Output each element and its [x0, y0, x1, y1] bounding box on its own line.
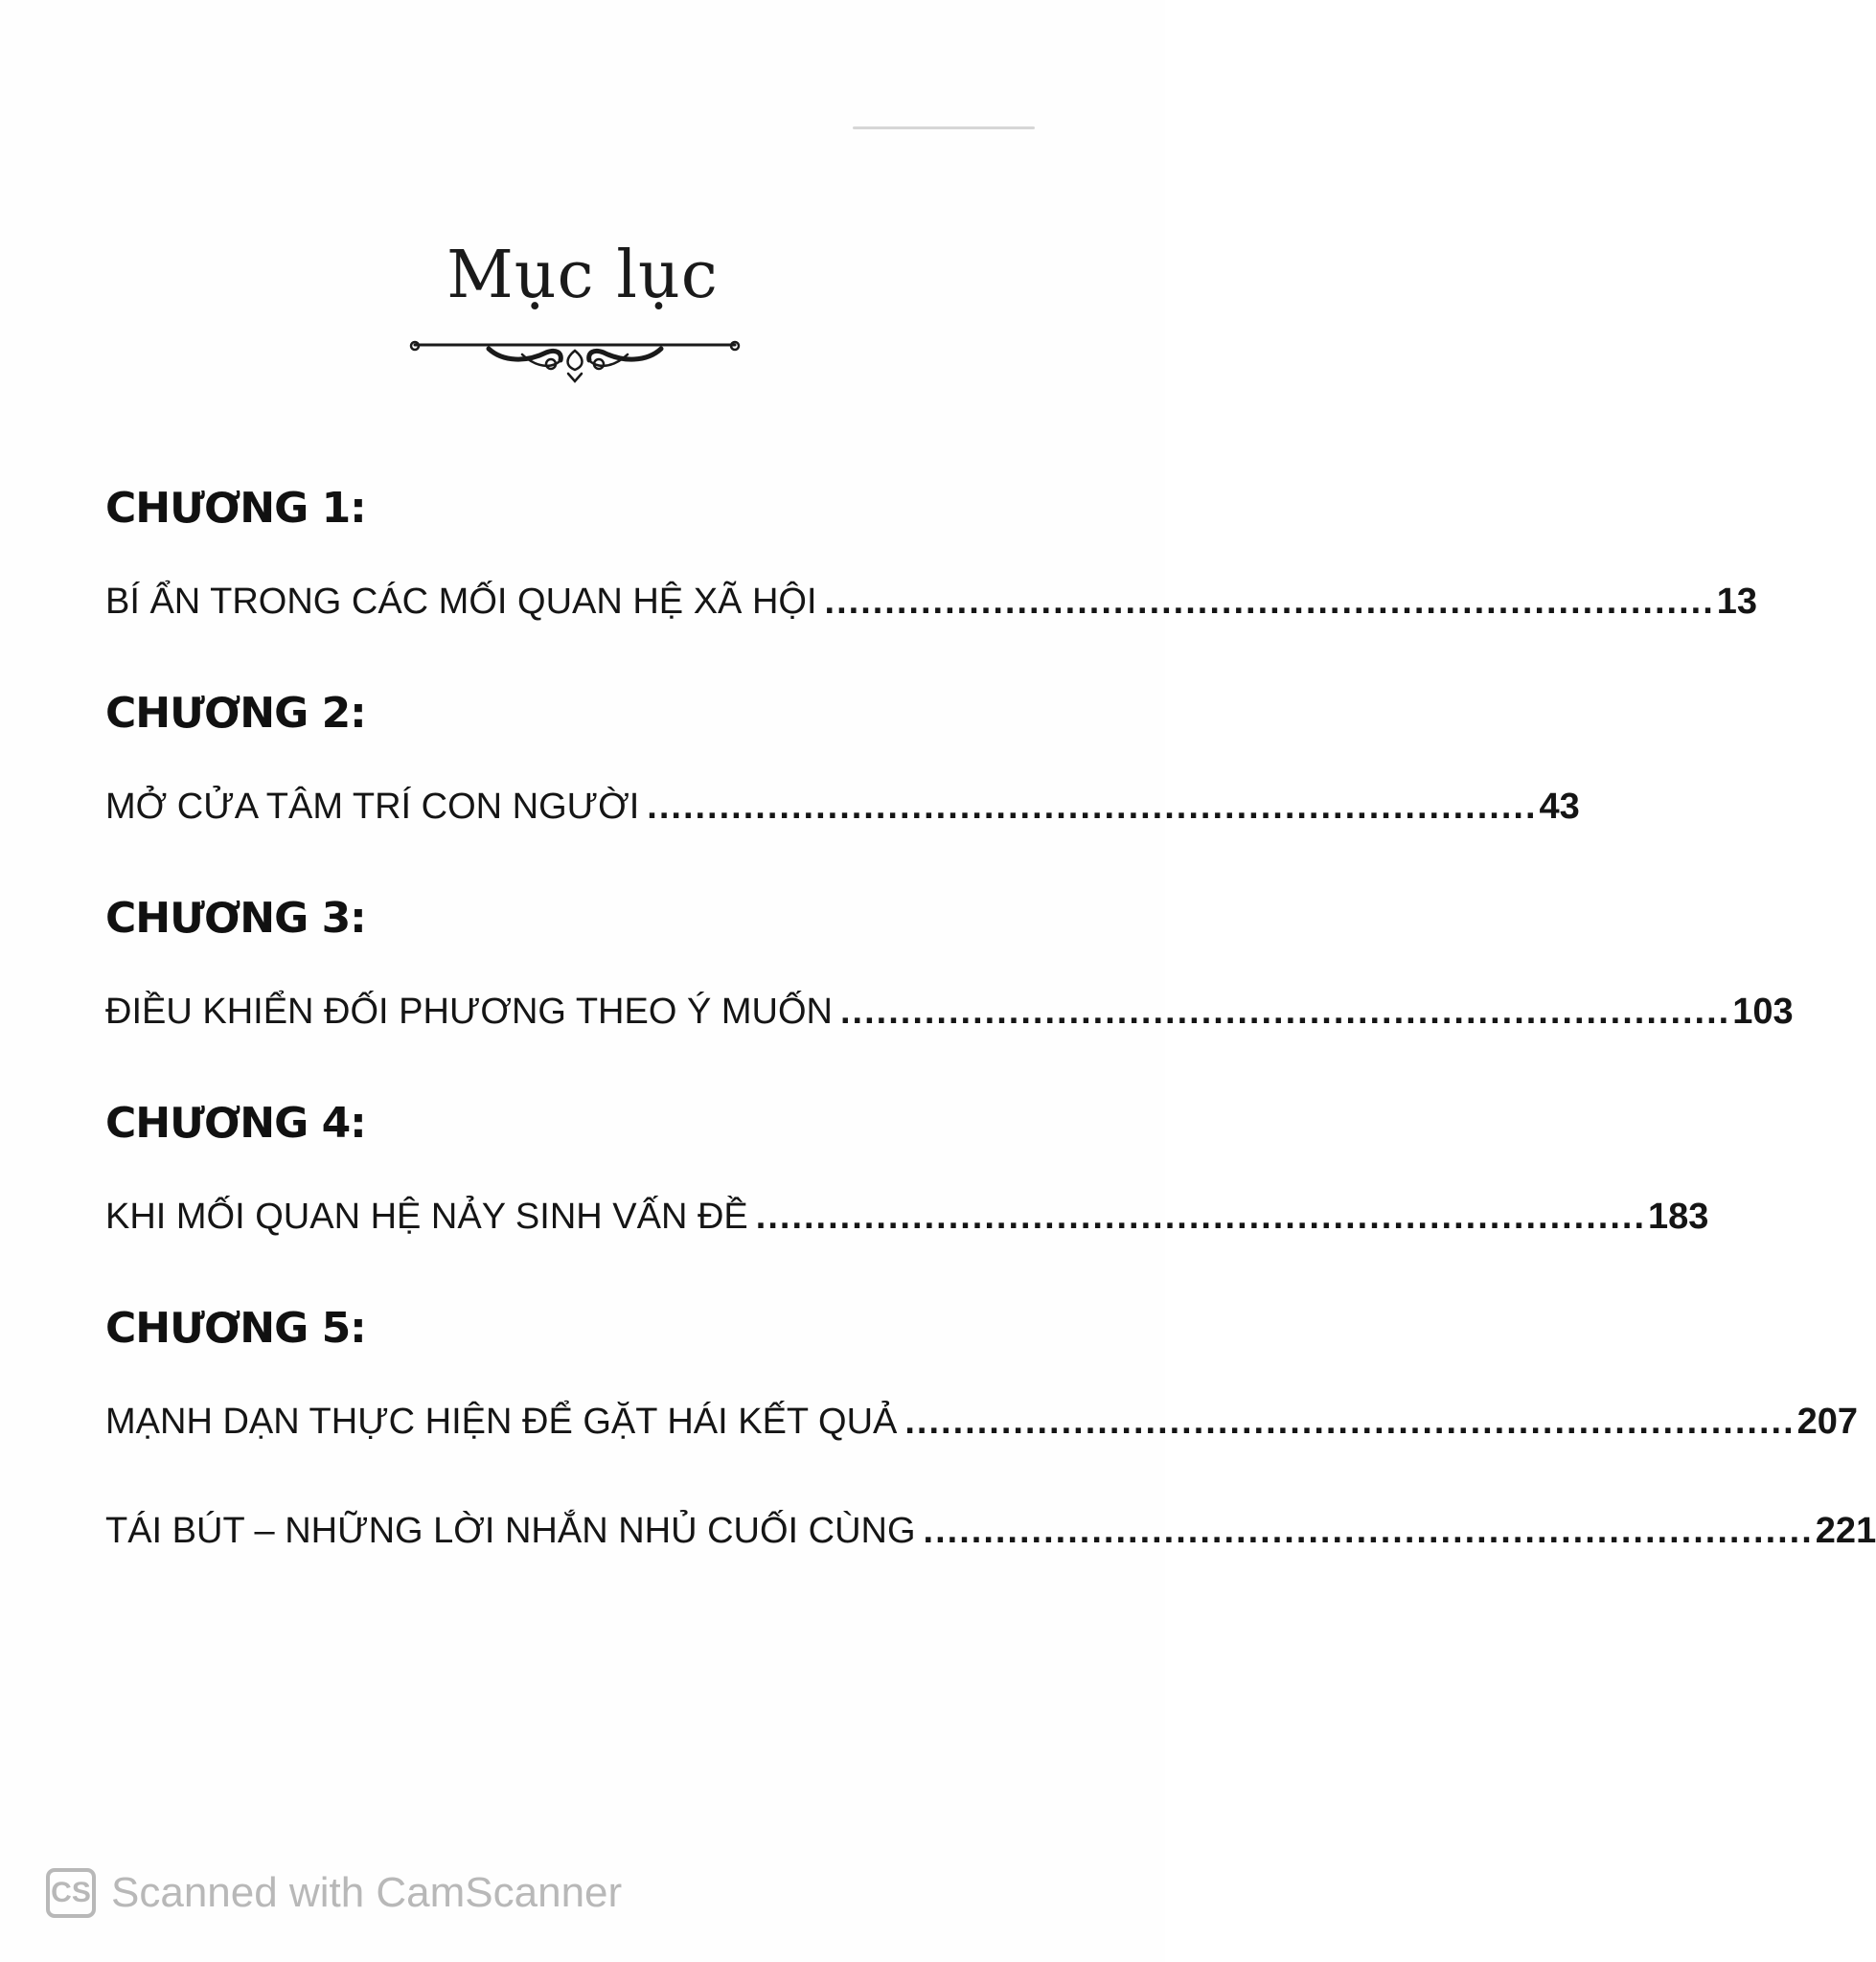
dot-leader: ..........................................................................: [647, 787, 1538, 827]
toc-entry-chapter-3: [105, 990, 1794, 1034]
chapter-4-heading: CHƯƠNG 4:: [105, 1099, 366, 1148]
dot-leader: ..........................................................................: [904, 1402, 1796, 1442]
toc-entry-title: TÁI BÚT – NHỮNG LỜI NHẮN NHỦ CUỐI CÙNG: [105, 1511, 916, 1551]
camscanner-logo-icon: CS: [46, 1868, 96, 1918]
toc-entry-page: 183: [1648, 1197, 1709, 1237]
toc-entry-title: ĐIỀU KHIỂN ĐỐI PHƯƠNG THEO Ý MUỐN: [105, 992, 833, 1032]
toc-entry-title: BÍ ẨN TRONG CÁC MỐI QUAN HỆ XÃ HỘI: [105, 582, 817, 622]
dot-leader: ..........................................................................: [839, 992, 1731, 1032]
toc-entry-page: 207: [1796, 1402, 1859, 1442]
scan-artifact: [853, 126, 1035, 129]
toc-entry-page: 103: [1732, 992, 1794, 1032]
chapter-1-heading: CHƯƠNG 1:: [105, 484, 366, 533]
page-title: Mục lục: [446, 238, 719, 313]
toc-entry-postscript: [105, 1509, 1876, 1553]
toc-entry-title: MỞ CỬA TÂM TRÍ CON NGƯỜI: [105, 787, 640, 827]
toc-entry-chapter-4: [105, 1195, 1709, 1239]
toc-entry-page: 221: [1815, 1511, 1876, 1551]
toc-entry-page: 43: [1539, 787, 1580, 827]
toc-entry-title: KHI MỐI QUAN HỆ NẢY SINH VẤN ĐỀ: [105, 1197, 748, 1237]
watermark-text: Scanned with CamScanner: [111, 1869, 623, 1916]
toc-entry-chapter-1: [105, 580, 1758, 624]
chapter-2-heading: CHƯƠNG 2:: [105, 689, 366, 738]
toc-entry-chapter-5: [105, 1400, 1859, 1444]
flourish-divider-icon: [407, 333, 743, 391]
dot-leader: ..........................................................................: [755, 1197, 1647, 1237]
toc-entry-title: MẠNH DẠN THỰC HIỆN ĐỂ GẶT HÁI KẾT QUẢ: [105, 1402, 898, 1442]
chapter-3-heading: CHƯƠNG 3:: [105, 894, 366, 943]
dot-leader: ..........................................................................: [824, 582, 1715, 622]
chapter-5-heading: CHƯƠNG 5:: [105, 1304, 366, 1353]
toc-entry-chapter-2: [105, 785, 1580, 829]
dot-leader: ..........................................................................: [923, 1511, 1814, 1551]
camscanner-watermark: [46, 1868, 622, 1918]
toc-entry-page: 13: [1716, 582, 1758, 622]
table-of-contents: [105, 484, 1876, 1618]
